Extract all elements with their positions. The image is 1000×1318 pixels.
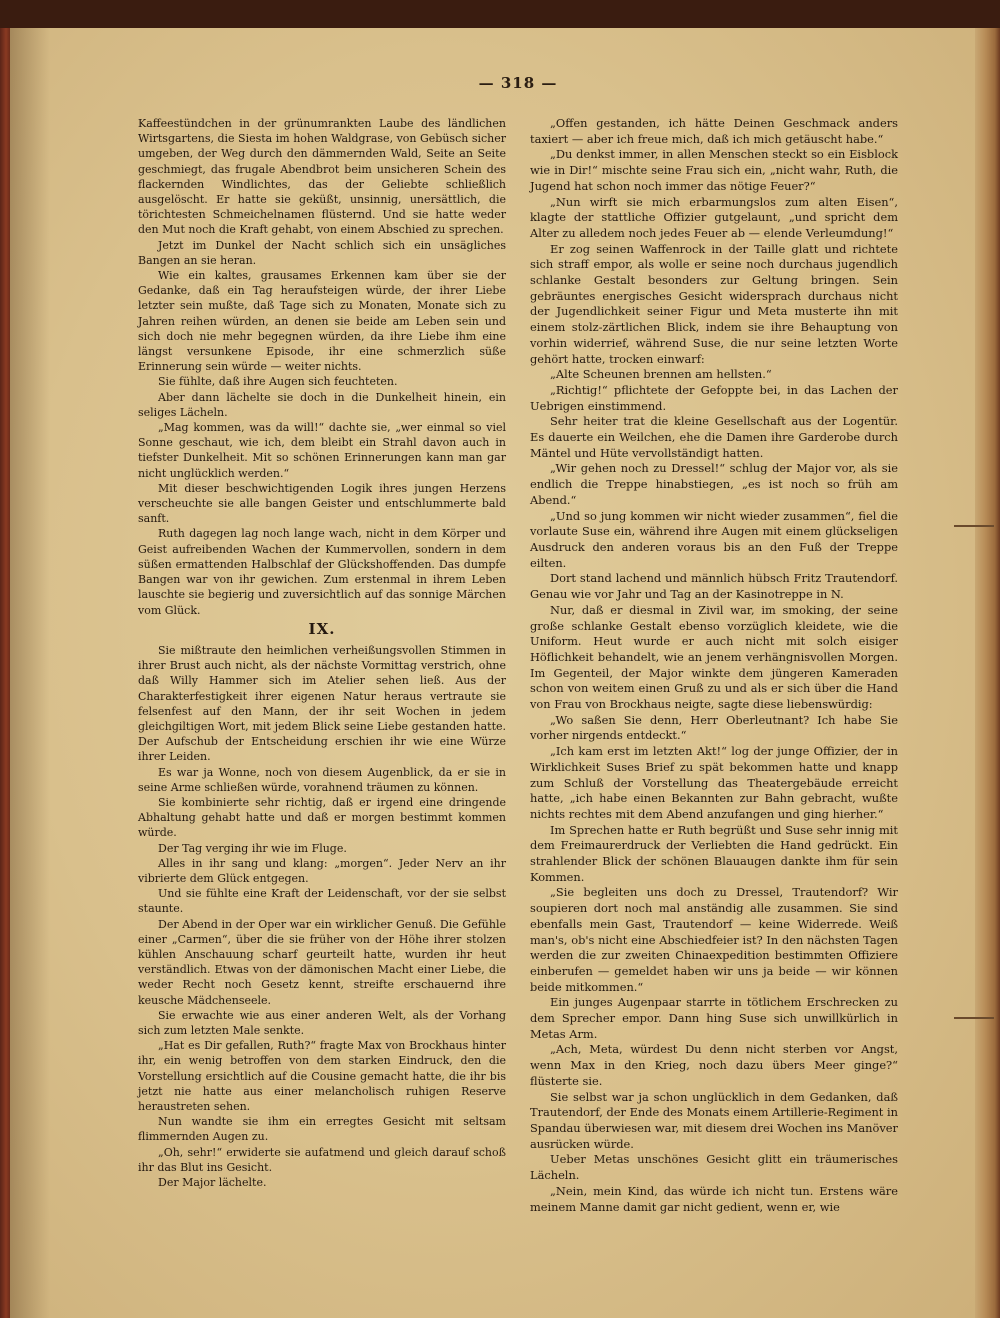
paragraph: Wie ein kaltes, grausames Erkennen kam über sie der Gedanke, daß ein Tag heraufsteigen würde, der ihrer Liebe letzter sein mußte, daß Tage sich zu Monaten, Monate sich zu Jahren reihen würden, an denen sie beide am Leben sein und sich doch nie mehr begegnen würden, da ihre Liebe ihm eine längst versunkene Episode, ihr eine schmerzlich süße Erinnerung sein würde — weiter nichts. [138, 269, 506, 374]
paragraph: Im Sprechen hatte er Ruth begrüßt und Suse sehr innig mit dem Freimaurerdruck der Verliebten die Hand gedrückt. Ein strahlender Blick der schönen Blauaugen dankte ihm für sein Kommen. [530, 822, 898, 884]
paragraph: Kaffeestündchen in der grünumrankten Laube des ländlichen Wirtsgartens, die Siesta im hohen Waldgrase, von Gebüsch sicher umgeben, der Weg durch den dämmernden Wald, Seite an Seite geschmiegt, das frugale Abendbrot beim unsicheren Schein des flackernden Windlichtes, das der Geliebte schließlich ausgelöscht. Er hatte sie geküßt, unsinnig, unersättlich, die törichtesten Schmeichelnamen flüsternd. Und sie hatte weder den Mut noch die Kraft gehabt, von einem Abschied zu sprechen. [138, 117, 506, 237]
paragraph: „Wo saßen Sie denn, Herr Oberleutnant? Ich habe Sie vorher nirgends entdeckt.“ [530, 712, 898, 743]
paragraph: Es war ja Wonne, noch von diesem Augenblick, da er sie in seine Arme schließen würde, vorahnend träumen zu können. [138, 765, 506, 794]
chapter-heading: IX. [308, 619, 336, 638]
paragraph: Und sie fühlte eine Kraft der Leidenschaft, vor der sie selbst staunte. [138, 887, 506, 916]
paragraph: „Nein, mein Kind, das würde ich nicht tun. Erstens wäre meinem Manne damit gar nicht gedient, wenn er, wie [530, 1183, 898, 1214]
paragraph: Der Major lächelte. [158, 1176, 267, 1190]
left-column [138, 116, 506, 1190]
paragraph: Er zog seinen Waffenrock in der Taille glatt und richtete sich straff empor, als wolle er seine noch durchaus jugendlich schlanke Gestalt besonders zur Geltung bringen. Sein gebräuntes energisches Gesicht widersprach durchaus nicht der Jugendlichkeit seiner Figur und Meta musterte ihn mit einem stolz-zärtlichen Blick, indem sie ihre Behauptung von vorhin widerrief, während Suse, die nur seine letzten Worte gehört hatte, trocken einwarf: [530, 241, 898, 366]
paragraph: Dort stand lachend und männlich hübsch Fritz Trautendorf. Genau wie vor Jahr und Tag an der Kasinotreppe in N. [530, 571, 898, 602]
paragraph: „Richtig!“ pflichtete der Gefoppte bei, in das Lachen der Uebrigen einstimmend. [530, 382, 898, 413]
paragraph: Sie selbst war ja schon unglücklich in dem Gedanken, daß Trautendorf, der Ende des Monats einem Artillerie-Regiment in Spandau überwiesen war, mit diesem drei Wochen ins Manöver ausrücken würde. [530, 1089, 898, 1151]
paragraph: Der Abend in der Oper war ein wirklicher Genuß. Die Gefühle einer „Carmen“, über die sie früher von der Höhe ihrer stolzen kühlen Anschauung scharf geurteilt hatte, wurden ihr heut verständlich. Etwas von der dämonischen Macht einer Liebe, die weder Recht noch Gesetz kennt, streifte erschauernd ihre keusche Mädchenseele. [138, 917, 506, 1007]
page-fold-mark [954, 1012, 994, 1024]
paragraph: „Alte Scheunen brennen am hellsten.“ [550, 367, 772, 382]
paragraph: „Mag kommen, was da will!“ dachte sie, „wer einmal so viel Sonne geschaut, wie ich, dem bleibt ein Strahl davon auch in tiefster Dunkelheit. Mit so schönen Erinnerungen kann man gar nicht unglücklich werden.“ [138, 421, 506, 480]
paragraph: Sehr heiter trat die kleine Gesellschaft aus der Logentür. Es dauerte ein Weilchen, ehe die Damen ihre Garderobe durch Mäntel und Hüte vervollständigt hatten. [530, 414, 898, 460]
paragraph: Sie kombinierte sehr richtig, daß er irgend eine dringende Abhaltung gehabt hatte und daß er morgen bestimmt kommen würde. [138, 795, 506, 840]
paragraph: Aber dann lächelte sie doch in die Dunkelheit hinein, ein seliges Lächeln. [138, 390, 506, 419]
paragraph: Nur, daß er diesmal in Zivil war, im smoking, der seine große schlanke Gestalt ebenso vorzüglich kleidete, wie die Uniform. Heut wurde er auch nicht mit solch eisiger Höflichkeit behandelt, wie an jenem verhängnisvollen Morgen. Im Gegenteil, der Major winkte dem jüngeren Kameraden schon von weitem einen Gruß zu und als er sich über die Hand von Frau von Brockhaus neigte, sagte diese liebenswürdig: [530, 602, 898, 712]
left-paragraphs-before [138, 116, 506, 618]
page-edge [975, 28, 1000, 1318]
paragraph: Mit dieser beschwichtigenden Logik ihres jungen Herzens verscheuchte sie alle bangen Geister und entschlummerte bald sanft. [138, 481, 506, 526]
paragraph: „Ach, Meta, würdest Du denn nicht sterben vor Angst, wenn Max in den Krieg, noch dazu übers Meer ginge?“ flüsterte sie. [530, 1042, 898, 1088]
paragraph: Sie fühlte, daß ihre Augen sich feuchteten. [158, 375, 398, 389]
right-column [530, 116, 898, 1215]
paragraph: „Hat es Dir gefallen, Ruth?“ fragte Max von Brockhaus hinter ihr, ein wenig betroffen von dem starken Eindruck, den die Vorstellung ersichtlich auf die Cousine gemacht hatte, die ihr bis jetzt nie hatte aus einer melancholisch ruhigen Reserve heraustreten sehen. [138, 1039, 506, 1113]
paragraph: Ein junges Augenpaar starrte in tötlichem Erschrecken zu dem Sprecher empor. Dann hing Suse sich unwillkürlich in Metas Arm. [530, 995, 898, 1041]
paragraph: „Offen gestanden, ich hätte Deinen Geschmack anders taxiert — aber ich freue mich, daß ich mich getäuscht habe.“ [530, 116, 898, 146]
paragraph: Alles in ihr sang und klang: „morgen“. Jeder Nerv an ihr vibrierte dem Glück entgegen. [138, 856, 506, 885]
paragraph: Nun wandte sie ihm ein erregtes Gesicht mit seltsam flimmernden Augen zu. [138, 1115, 506, 1144]
paragraph: „Ich kam erst im letzten Akt!“ log der junge Offizier, der in Wirklichkeit Suses Brief zu spät bekommen hatte und knapp zum Schluß der Vorstellung das Theatergebäude erreicht hatte, „ich habe einen Bekannten zur Bahn gebracht, wußte nichts rechtes mit dem Abend anzufangen und ging hierher.“ [530, 744, 898, 821]
paragraph: „Oh, sehr!“ erwiderte sie aufatmend und gleich darauf schoß ihr das Blut ins Gesicht. [138, 1145, 506, 1174]
paragraph: „Nun wirft sie mich erbarmungslos zum alten Eisen“, klagte der stattliche Offizier gutgelaunt, „und spricht dem Alter zu alledem noch jedes Feuer ab — elende Verleumdung!“ [530, 194, 898, 240]
paragraph: Ruth dagegen lag noch lange wach, nicht in dem Körper und Geist aufreibenden Wachen der Kummervollen, sondern in dem süßen ermattenden Halbschlaf der Glückshoffenden. Das dumpfe Bangen war von ihr gewichen. Zum erstenmal in ihrem Leben lauschte sie begierig und zuversichtlich auf das sonnige Märchen vom Glück. [138, 527, 506, 617]
paragraph: Ueber Metas unschönes Gesicht glitt ein träumerisches Lächeln. [530, 1152, 898, 1183]
gutter-shadow [10, 28, 50, 1318]
paragraph: Sie erwachte wie aus einer anderen Welt, als der Vorhang sich zum letzten Male senkte. [138, 1008, 506, 1037]
paragraph: „Wir gehen noch zu Dressel!“ schlug der Major vor, als sie endlich die Treppe hinabstiegen, „es ist noch so früh am Abend.“ [530, 461, 898, 507]
paragraph: Jetzt im Dunkel der Nacht schlich sich ein unsägliches Bangen an sie heran. [138, 238, 506, 267]
paragraph: „Sie begleiten uns doch zu Dressel, Trautendorf? Wir soupieren dort noch mal anständig alle zusammen. Sie sind ebenfalls mein Gast, Trautendorf — keine Widerrede. Weiß man's, ob's nicht eine Abschiedfeier ist? In den nächsten Tagen werden die zur zweiten Chinaexpedition bestimmten Offiziere einberufen — gemeldet haben wir uns ja beide — wir können beide mitkommen.“ [530, 885, 898, 994]
left-paragraphs-after [138, 643, 506, 1190]
page-fold-mark [954, 520, 994, 532]
paragraph: „Und so jung kommen wir nicht wieder zusammen“, fiel die vorlaute Suse ein, während ihre Augen mit einem glückseligen Ausdruck den anderen voraus bis an den Fuß der Treppe eilten. [530, 508, 898, 570]
paragraph: „Du denkst immer, in allen Menschen steckt so ein Eisblock wie in Dir!“ mischte seine Frau sich ein, „nicht wahr, Ruth, die Jugend hat schon noch immer das nötige Feuer?“ [530, 147, 898, 193]
page-number: — 318 — [478, 74, 558, 92]
paragraph: Der Tag verging ihr wie im Fluge. [158, 841, 347, 855]
book-spine [0, 28, 10, 1318]
paragraph: Sie mißtraute den heimlichen verheißungsvollen Stimmen in ihrer Brust auch nicht, als der nächste Vormittag verstrich, ohne daß Willy Hammer sich im Atelier sehen ließ. Aus der Charakterfestigkeit ihrer eigenen Natur heraus vertraute sie felsenfest auf den Mann, der ihr seit Wochen in jedem gleichgiltigen Wort, mit jedem Blick seine Liebe gestanden hatte. Der Aufschub der Entscheidung erschien ihr wie eine Würze ihrer Leiden. [138, 643, 506, 764]
